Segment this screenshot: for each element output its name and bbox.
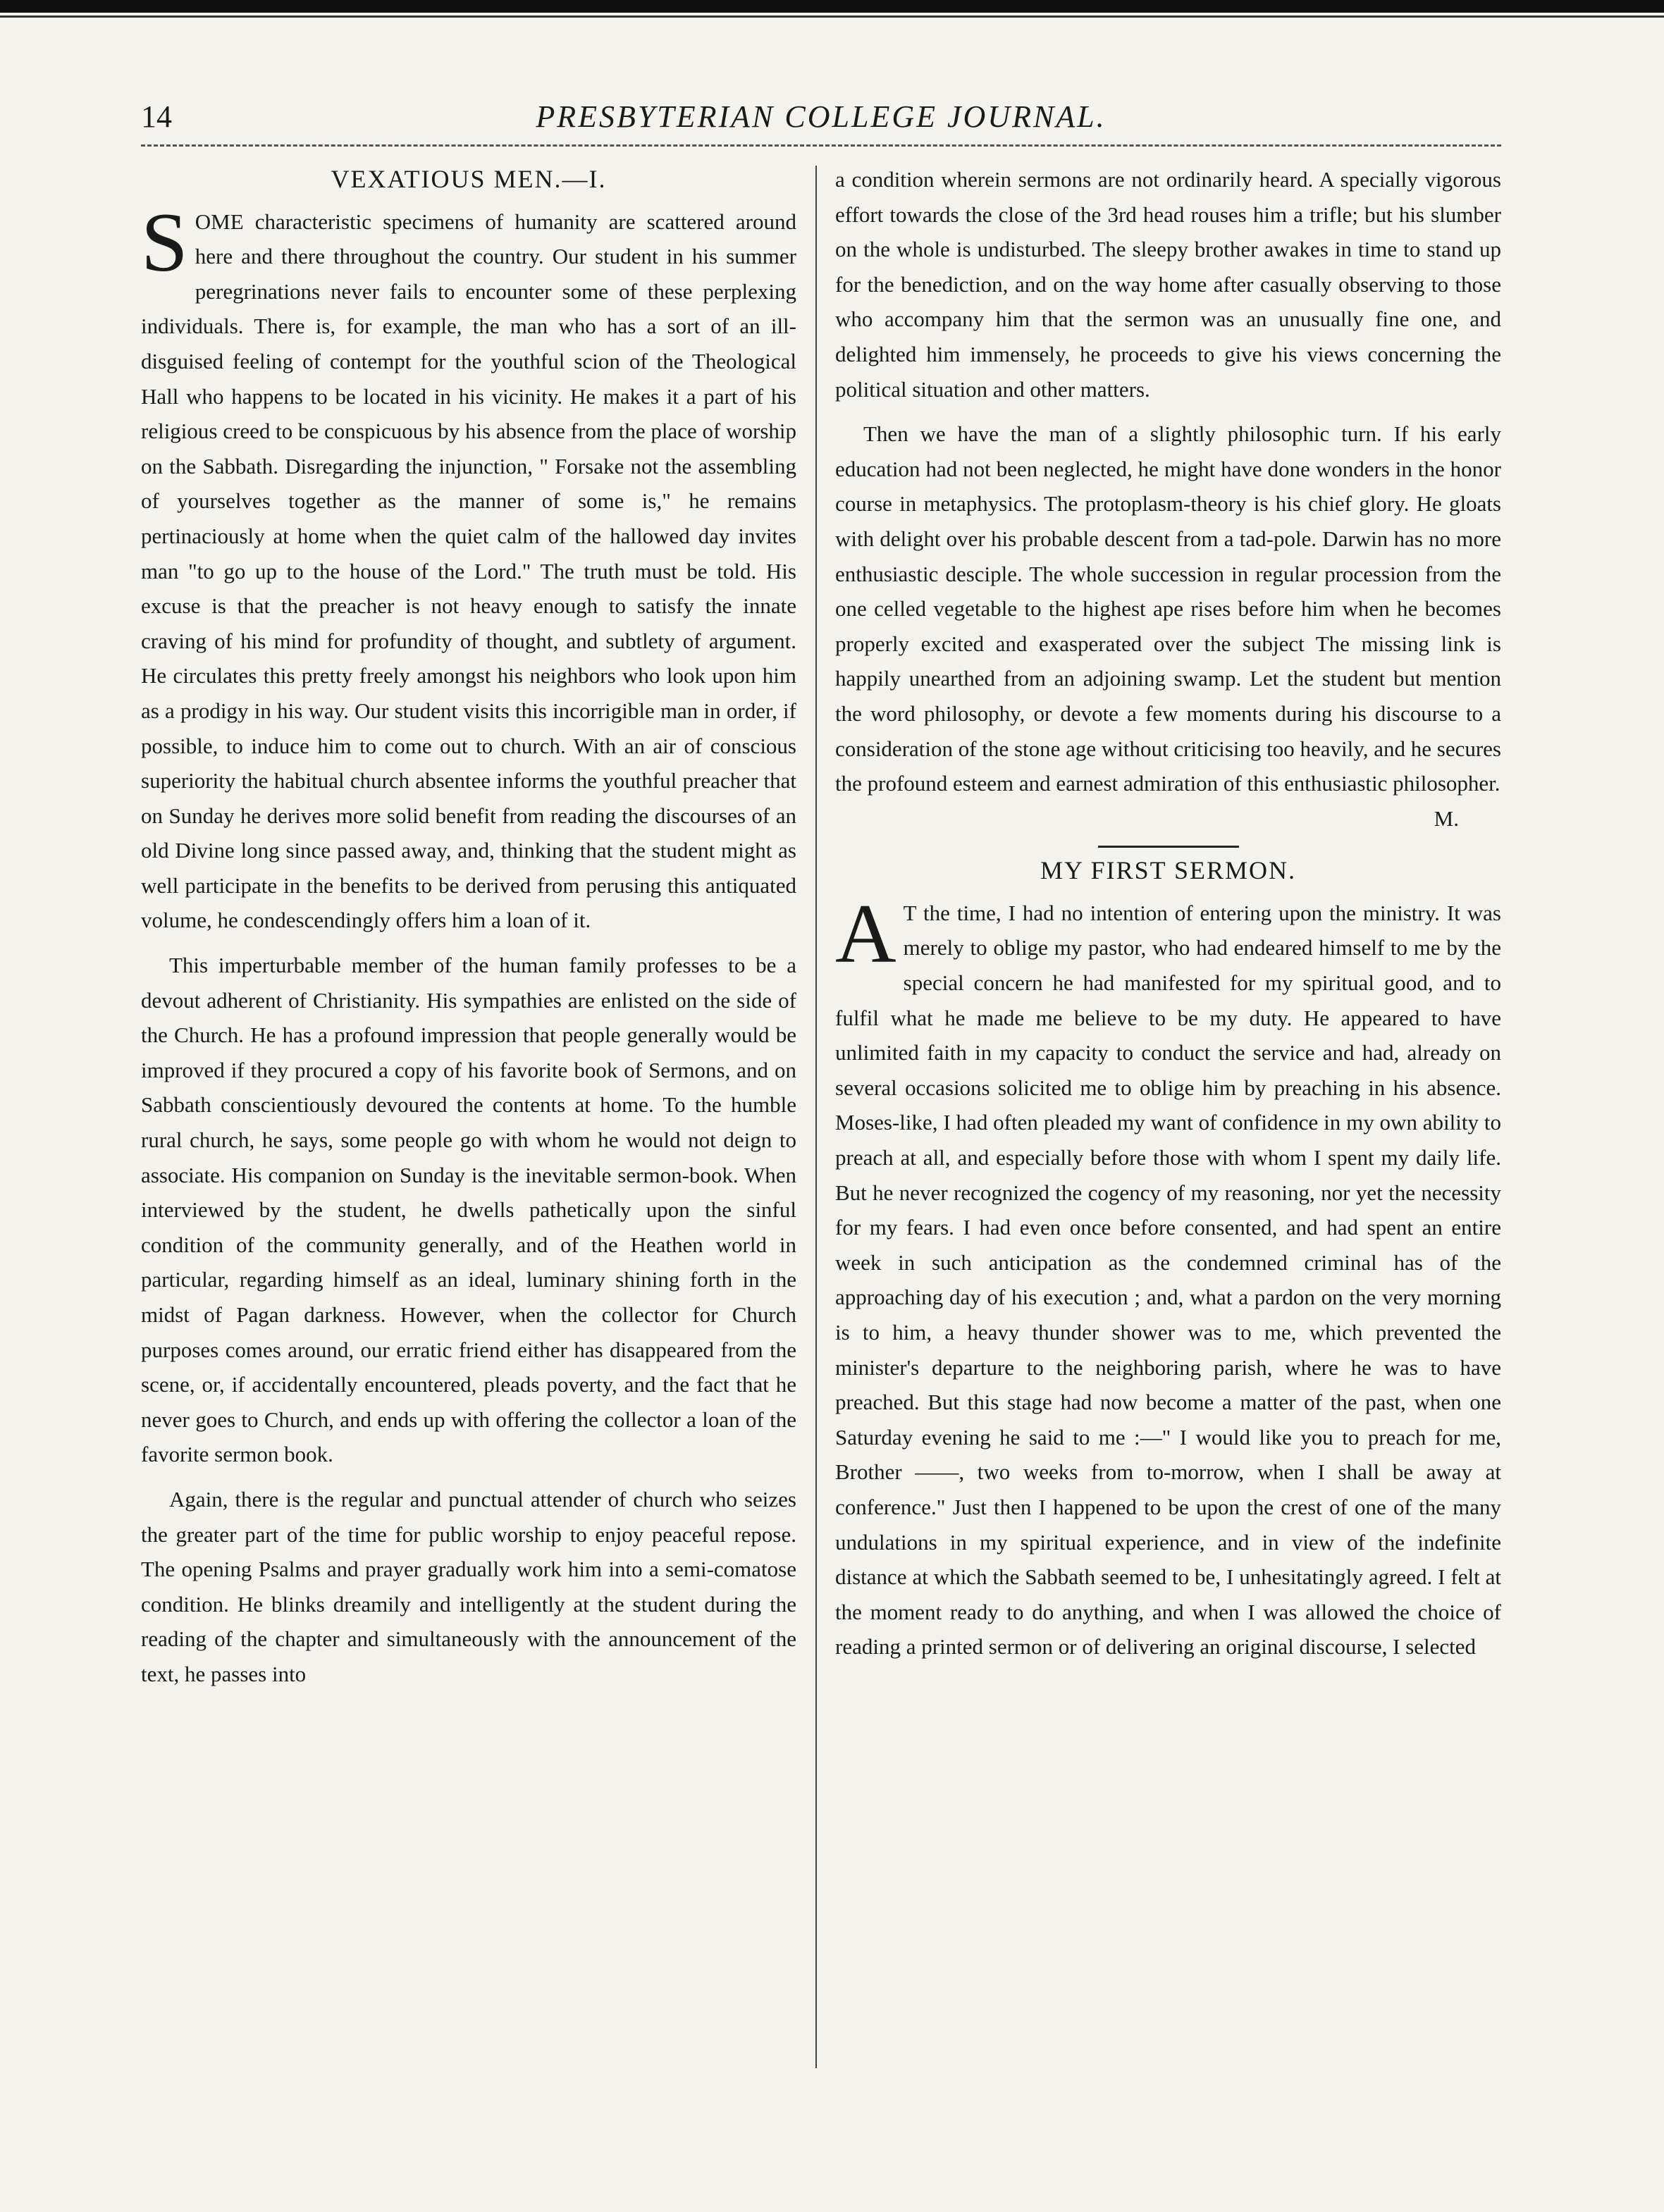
paragraph <box>835 886 1501 1664</box>
paragraph-text: T the time, I had no intention of entering upon the ministry. It was merely to oblige my pastor, who had endeared himself to me by the special concern he had manifested for my spiritual good, and to fulfil what he made me believe to be my duty. He appeared to have unlimited faith in my capacity to conduct the service and had, already on several occasions solicited me to oblige him by preaching in his absence. Moses-like, I had often pleaded my want of confidence in my own ability to preach at all, and especially before those with whom I spent my daily life. But he never recognized the cogency of my reasoning, nor yet the necessity for my fears. I had even once before consented, and had spent an entire week in such anticipation as the condemned criminal has of the approaching day of his execution ; and, what a pardon on the very morning is to him, a heavy thunder shower was to me, which prevented the minister's departure to the neighboring parish, where he was to have preached. But this stage had now become a matter of the past, when one Saturday evening he said to me :—" I would like you to preach for me, Brother ——, two weeks from to-morrow, when I shall be away at conference." Just then I happened to be upon the crest of one of the many undulations in my spiritual experience, and in view of the indefinite distance at which the Sabbath seemed to be, I unhesitatingly agreed. I felt at the moment ready to do anything, and when I was allowed the choice of reading a printed sermon or of delivering an original discourse, I selected <box>835 900 1501 1660</box>
page-number: 14 <box>141 99 172 134</box>
journal-title: PRESBYTERIAN COLLEGE JOURNAL. <box>536 99 1107 134</box>
section-rule <box>1098 846 1239 848</box>
left-column <box>141 162 796 1702</box>
paragraph-text: OME characteristic specimens of humanity are scattered around here and there throughout the country. Our student in his summer peregrinations never fails to encounter some of these perplexing individuals. There is, for example, the man who has a sort of an ill-disguised feeling of contempt for the youthful scion of the Theological Hall who happens to be located in his vicinity. He makes it a part of his religious creed to be conspicuous by his absence from the place of worship on the Sabbath. Disregarding the injunction, " Forsake not the assembling of yourselves together as the manner of some is," he remains pertinaciously at home when the quiet calm of the hallowed day invites man "to go up to the house of the Lord." The truth must be told. His excuse is that the preacher is not heavy enough to satisfy the innate craving of his mind for profundity of thought, and subtlety of argument. He circulates this pretty freely amongst his neighbors who look upon him as a prodigy in his way. Our student visits this incorrigible man in order, if possible, to induce him to come out to church. With an air of conscious superiority the habitual church absentee informs the youthful preacher that on Sunday he derives more solid benefit from reading the discourses of an old Divine long since passed away, and, thinking that the student might as well participate in the benefits to be derived from perusing this antiquated volume, he condescendingly offers him a loan of it. <box>141 209 796 933</box>
right-column <box>835 162 1501 1674</box>
paragraph: Again, there is the regular and punctual attender of church who seizes the greater part of the time for public worship to enjoy peaceful repose. The opening Psalms and prayer gradually work him into a semi-comatose condition. He blinks dreamily and intelligently at the student during the reading of the chapter and simultaneously with the announcement of the text, he passes into <box>141 1486 796 1686</box>
paragraph-continued: a condition wherein sermons are not ordinarily heard. A specially vigorous effort towards the close of the 3rd head rouses him a trifle; but his slumber on the whole is undisturbed. The sleepy brother awakes in time to stand up for the benediction, and on the way home after casually observing to those who accompany him that the sermon was an unusually fine one, and delighted him immensely, he proceeds to give his views concerning the political situation and other matters. <box>835 167 1501 402</box>
drop-cap: A <box>835 886 896 980</box>
paragraph <box>141 194 796 938</box>
paragraph: This imperturbable member of the human family professes to be a devout adherent of Christianity. His sympathies are enlisted on the side of the Church. He has a profound impression that people generally would be improved if they procured a copy of his favorite book of Sermons, and on Sabbath conscientiously devoured the contents at home. To the humble rural church, he says, some people go with whom he would not deign to associate. His companion on Sunday is the inevitable sermon-book. When interviewed by the student, he dwells pathetically upon the sinful condition of the community generally, and of the Heathen world in particular, regarding himself as an ideal, luminary shining forth in the midst of Pagan darkness. However, when the collector for Church purposes comes around, our erratic friend either has disappeared from the scene, or, if accidentally encountered, pleads poverty, and the fact that he never goes to Church, and ends up with offering the collector a loan of the favorite sermon book. <box>141 953 796 1467</box>
page-header <box>141 99 1501 148</box>
column-divider <box>815 166 817 2068</box>
drop-cap: S <box>141 194 188 289</box>
top-border-thin <box>0 16 1664 18</box>
header-rule <box>141 144 1501 147</box>
paragraph <box>835 416 1501 831</box>
top-border <box>0 0 1664 13</box>
article-title-my-first-sermon: MY FIRST SERMON. <box>1040 856 1297 885</box>
author-signature: M. <box>1434 805 1459 831</box>
article-title-vexatious-men: VEXATIOUS MEN.—I. <box>331 165 607 193</box>
paragraph-text: Then we have the man of a slightly philosophic turn. If his early education had not been neglected, he might have done wonders in the honor course in metaphysics. The protoplasm-theory is his chief glory. He gloats with delight over his probable descent from a tad-pole. Darwin has no more enthusiastic desciple. The whole succession in regular procession from the one celled vegetable to the highest ape rises before him when he becomes properly excited and exasperated over the subject The missing link is happily unearthed from an adjoining swamp. Let the student but mention the word philosophy, or devote a few moments during his discourse to a consideration of the stone age without criticising too heavily, and he secures the profound esteem and earnest admiration of this enthusiastic philosopher. <box>835 421 1501 796</box>
